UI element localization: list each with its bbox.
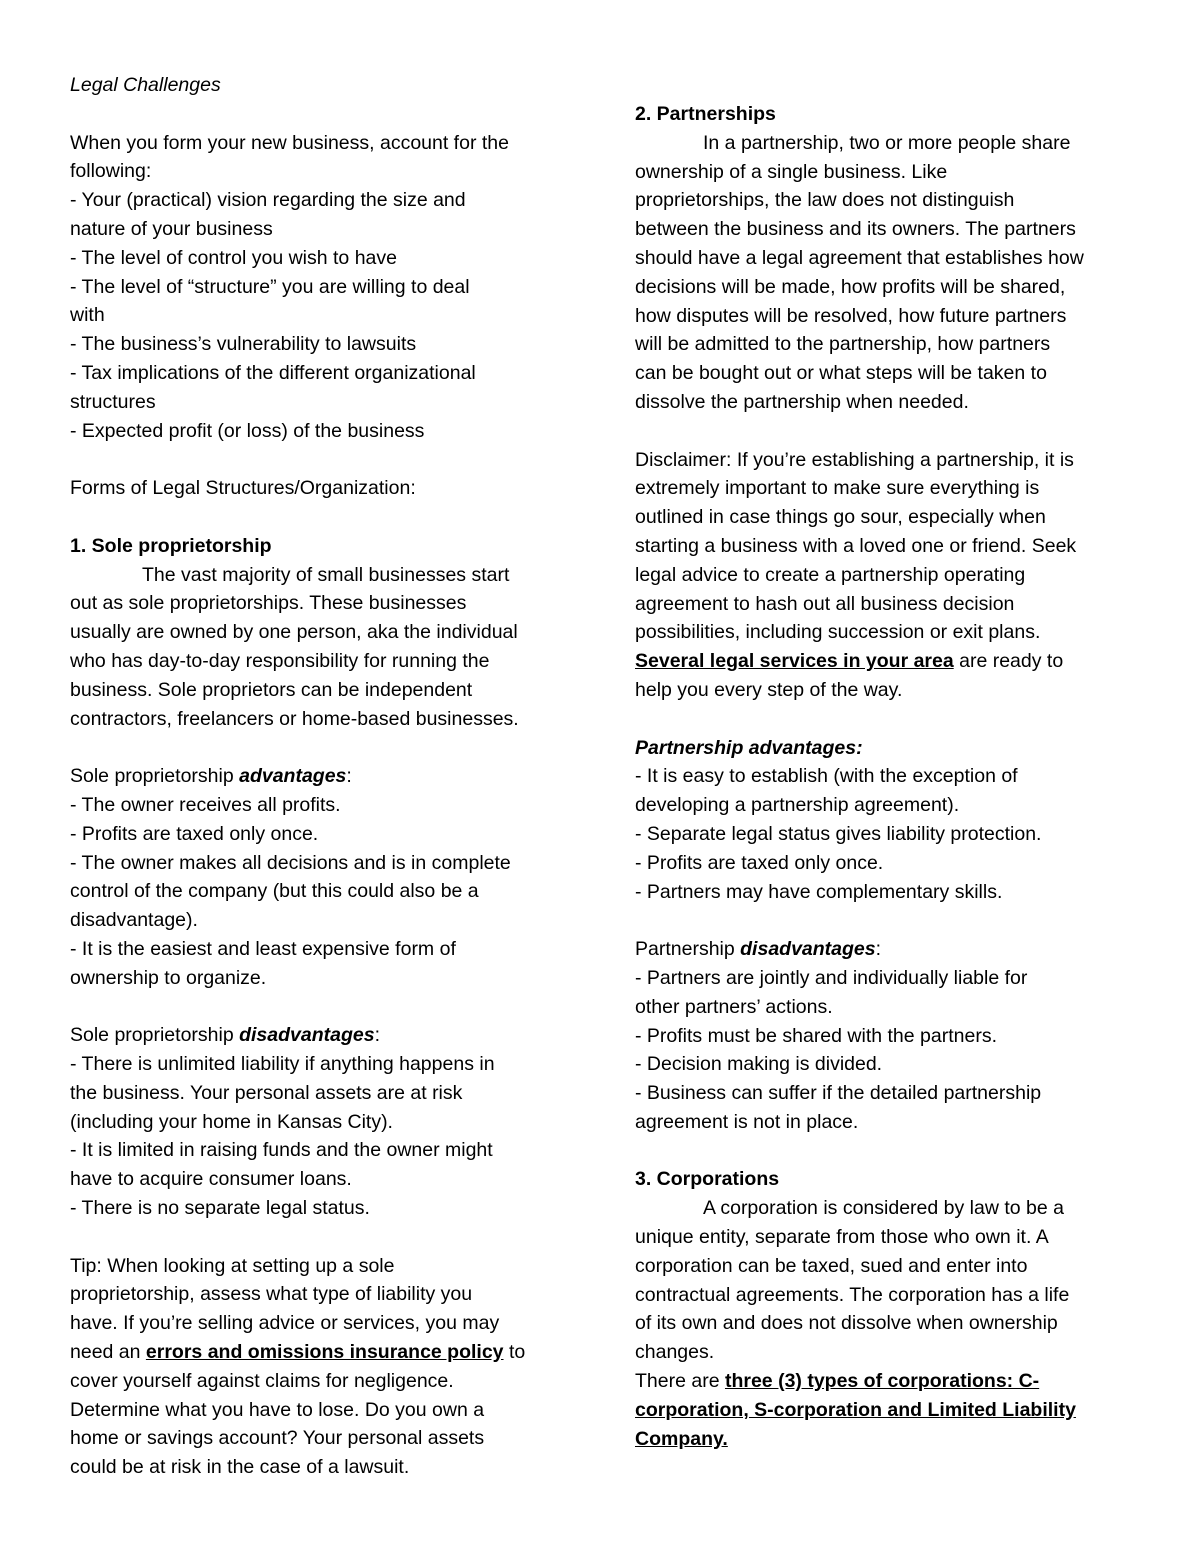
disclaimer-line: Several legal services in your area are ready to bbox=[635, 650, 1064, 673]
corporations-heading: 3. Corporations bbox=[635, 1168, 780, 1191]
partnership-desc-line: ownership of a single business. Like bbox=[635, 160, 948, 183]
sole-desc-line: who has day-to-day responsibility for running the bbox=[70, 649, 490, 672]
sole-desc-line: contractors, freelancers or home-based businesses. bbox=[70, 707, 519, 730]
corp-types-link[interactable]: corporation, S-corporation and Limited Liability bbox=[635, 1398, 1076, 1421]
errors-omissions-link[interactable]: errors and omissions insurance policy bbox=[145, 1341, 504, 1364]
corp-desc-line: of its own and does not dissolve when ownership bbox=[635, 1312, 1058, 1335]
corp-desc-line: corporation can be taxed, sued and enter into bbox=[635, 1254, 1028, 1277]
consideration-item: with bbox=[70, 304, 105, 327]
tip-line: have. If you’re selling advice or services, you may bbox=[70, 1312, 500, 1335]
intro-line: When you form your new business, account for the bbox=[70, 131, 509, 154]
sole-advantages-heading: Sole proprietorship advantages: bbox=[70, 765, 352, 788]
partnership-desc-line: should have a legal agreement that establishes how bbox=[635, 246, 1084, 269]
disadvantage-item: - There is no separate legal status. bbox=[70, 1197, 370, 1220]
left-column bbox=[70, 71, 570, 1482]
tip-line: proprietorship, assess what type of liability you bbox=[70, 1283, 473, 1306]
partnership-disadvantage-item: - Business can suffer if the detailed partnership bbox=[635, 1082, 1042, 1105]
disclaimer-line: outlined in case things go sour, especially when bbox=[635, 506, 1046, 529]
partnership-disadvantage-item: - Decision making is divided. bbox=[635, 1053, 883, 1076]
advantage-item: ownership to organize. bbox=[70, 966, 267, 989]
consideration-item: - Tax implications of the different organizational bbox=[70, 361, 476, 384]
tip-line: Tip: When looking at setting up a sole bbox=[70, 1254, 395, 1277]
corp-desc-line: unique entity, separate from those who own it. A bbox=[635, 1226, 1049, 1249]
partnership-desc-line: can be bought out or what steps will be taken to bbox=[635, 362, 1047, 385]
sole-desc-line: out as sole proprietorships. These businesses bbox=[70, 592, 467, 615]
consideration-item: structures bbox=[70, 390, 156, 413]
sole-desc-line: business. Sole proprietors can be independent bbox=[70, 678, 473, 701]
partnership-desc-line: how disputes will be resolved, how future partners bbox=[635, 304, 1067, 327]
tip-line: home or savings account? Your personal assets bbox=[70, 1427, 485, 1450]
advantage-item: control of the company (but this could also be a bbox=[70, 880, 479, 903]
partnerships-heading: 2. Partnerships bbox=[635, 103, 776, 125]
disadvantage-item: the business. Your personal assets are at risk bbox=[70, 1081, 463, 1104]
partnership-disadvantage-item: - Partners are jointly and individually liable for bbox=[635, 966, 1028, 989]
disadvantage-item: (including your home in Kansas City). bbox=[70, 1110, 393, 1133]
partnership-desc-line: will be admitted to the partnership, how partners bbox=[635, 333, 1051, 356]
document-title: Legal Challenges bbox=[70, 74, 221, 96]
disclaimer-line: starting a business with a loved one or friend. Seek bbox=[635, 534, 1077, 557]
tip-line: need an errors and omissions insurance policy to bbox=[70, 1341, 526, 1364]
advantage-item: disadvantage). bbox=[70, 909, 198, 932]
corp-types-link[interactable]: three (3) types of corporations: C- bbox=[724, 1370, 1040, 1393]
advantage-item: - It is the easiest and least expensive form of bbox=[70, 937, 456, 960]
disclaimer-line: extremely important to make sure everything is bbox=[635, 477, 1040, 500]
corp-desc-line: contractual agreements. The corporation has a life bbox=[635, 1283, 1070, 1306]
consideration-item: - Your (practical) vision regarding the size and bbox=[70, 189, 466, 212]
partnership-advantage-item: - Partners may have complementary skills. bbox=[635, 880, 1003, 903]
partnership-desc-line: decisions will be made, how profits will be shared, bbox=[635, 275, 1066, 298]
partnership-advantages-heading: Partnership advantages: bbox=[635, 736, 863, 759]
advantage-item: - The owner makes all decisions and is in complete bbox=[70, 851, 511, 874]
corp-desc-line: changes. bbox=[635, 1341, 715, 1364]
disclaimer-line: legal advice to create a partnership operating bbox=[635, 563, 1026, 586]
partnership-disadvantages-heading: Partnership disadvantages: bbox=[635, 938, 882, 961]
partnership-advantage-item: - Profits are taxed only once. bbox=[635, 851, 884, 874]
right-column bbox=[635, 100, 1140, 1453]
corp-types-link[interactable]: Company. bbox=[635, 1427, 728, 1450]
consideration-item: - The level of “structure” you are willing to deal bbox=[70, 275, 470, 298]
partnership-desc-line: dissolve the partnership when needed. bbox=[635, 390, 969, 413]
legal-services-link[interactable]: Several legal services in your area bbox=[635, 650, 954, 673]
consideration-item: - The business’s vulnerability to lawsuits bbox=[70, 333, 417, 356]
sole-desc-line: usually are owned by one person, aka the individual bbox=[70, 621, 518, 644]
disadvantage-item: - It is limited in raising funds and the owner might bbox=[70, 1139, 493, 1162]
partnership-advantage-item: - Separate legal status gives liability protection. bbox=[635, 822, 1042, 845]
disclaimer-line: possibilities, including succession or exit plans. bbox=[635, 621, 1041, 644]
intro-line: following: bbox=[70, 160, 152, 183]
partnership-advantage-item: developing a partnership agreement). bbox=[635, 794, 960, 817]
tip-line: Determine what you have to lose. Do you own a bbox=[70, 1398, 485, 1421]
corp-types-line: There are three (3) types of corporations: C- bbox=[635, 1370, 1040, 1393]
disadvantage-item: have to acquire consumer loans. bbox=[70, 1168, 352, 1191]
advantage-item: - The owner receives all profits. bbox=[70, 793, 341, 816]
consideration-item: - The level of control you wish to have bbox=[70, 246, 397, 269]
disclaimer-line: agreement to hash out all business decision bbox=[635, 592, 1015, 615]
tip-line: cover yourself against claims for negligence. bbox=[70, 1369, 454, 1392]
partnership-desc-line: between the business and its owners. The partners bbox=[635, 218, 1076, 241]
consideration-item: nature of your business bbox=[70, 217, 273, 240]
disclaimer-line: Disclaimer: If you’re establishing a partnership, it is bbox=[635, 448, 1074, 471]
sole-desc-line: The vast majority of small businesses start bbox=[142, 563, 510, 586]
partnership-desc-line: proprietorships, the law does not distinguish bbox=[635, 189, 1015, 212]
partnership-disadvantage-item: agreement is not in place. bbox=[635, 1110, 859, 1133]
tip-line: could be at risk in the case of a lawsuit. bbox=[70, 1456, 410, 1479]
partnership-disadvantage-item: - Profits must be shared with the partners. bbox=[635, 1024, 997, 1047]
partnership-desc-line: In a partnership, two or more people share bbox=[703, 131, 1071, 154]
sole-disadvantages-heading: Sole proprietorship disadvantages: bbox=[70, 1024, 380, 1047]
forms-heading: Forms of Legal Structures/Organization: bbox=[70, 477, 416, 500]
partnership-advantage-item: - It is easy to establish (with the exception of bbox=[635, 765, 1018, 788]
sole-proprietorship-heading: 1. Sole proprietorship bbox=[70, 534, 272, 557]
consideration-item: - Expected profit (or loss) of the business bbox=[70, 419, 425, 442]
partnership-disadvantage-item: other partners’ actions. bbox=[635, 995, 833, 1018]
disadvantage-item: - There is unlimited liability if anything happens in bbox=[70, 1053, 495, 1076]
disclaimer-line: help you every step of the way. bbox=[635, 678, 903, 701]
corp-desc-line: A corporation is considered by law to be a bbox=[703, 1197, 1064, 1220]
advantage-item: - Profits are taxed only once. bbox=[70, 822, 319, 845]
